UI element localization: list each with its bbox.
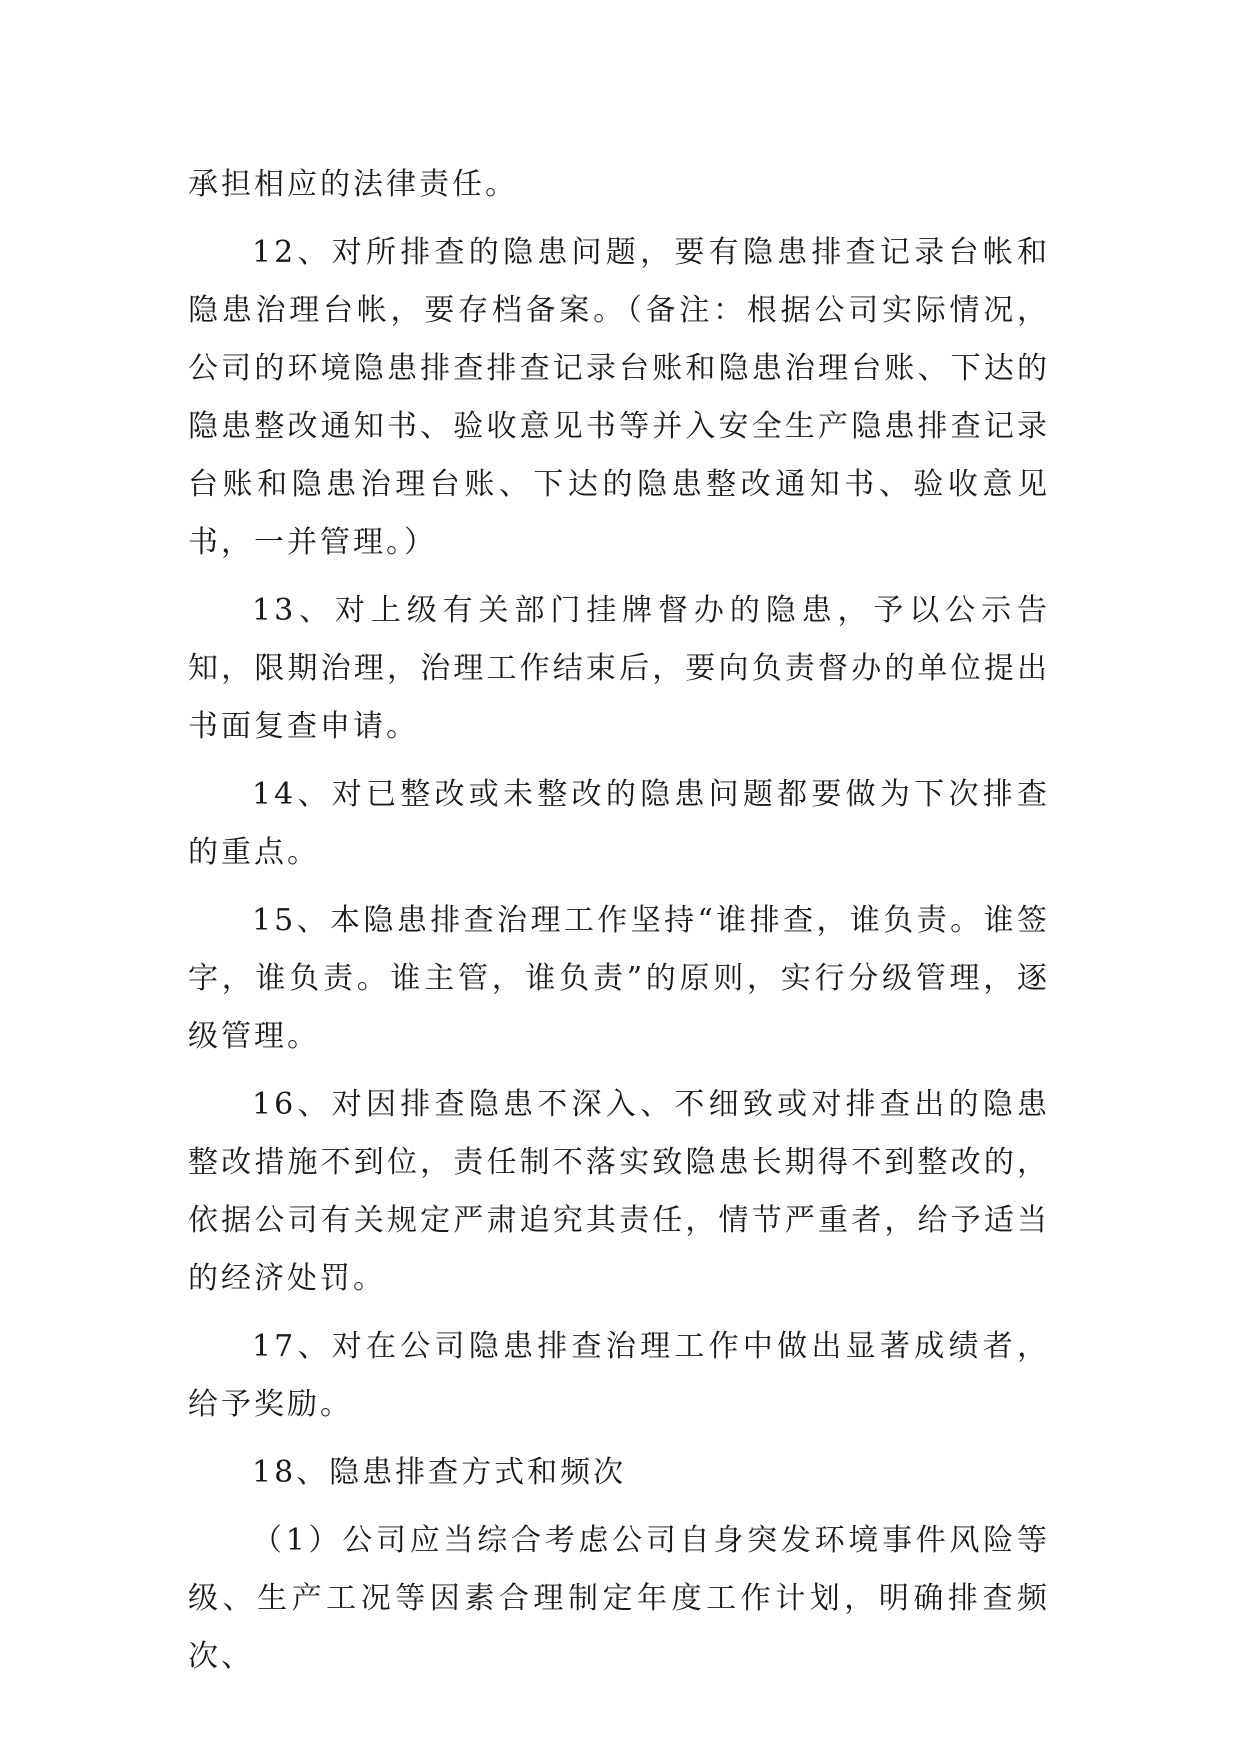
- paragraph-item-15: 15、本隐患排查治理工作坚持“谁排查，谁负责。谁签字，谁负责。谁主管，谁负责”的原则，实行分级管理，逐级管理。: [188, 903, 1050, 1054]
- paragraph-item-13: 13、对上级有关部门挂牌督办的隐患，予以公示告知，限期治理，治理工作结束后，要向负责督办的单位提出书面复查申请。: [188, 593, 1050, 744]
- paragraph-item-12: 12、对所排查的隐患问题，要有隐患排查记录台帐和隐患治理台帐，要存档备案。（备注：根据公司实际情况，公司的环境隐患排查排查记录台账和隐患治理台账、下达的隐患整改通知书、验收意见书等并入安全生产隐患排查记录台账和隐患治理台账、下达的隐患整改通知书、验收意见书，一并管理。）: [188, 235, 1050, 560]
- paragraph-item-17: 17、对在公司隐患排查治理工作中做出显著成绩者，给予奖励。: [188, 1329, 1050, 1422]
- paragraph-item-16: 16、对因排查隐患不深入、不细致或对排查出的隐患整改措施不到位，责任制不落实致隐患长期得不到整改的，依据公司有关规定严肃追究其责任，情节严重者，给予适当的经济处罚。: [188, 1087, 1050, 1296]
- paragraph-item-18: 18、隐患排查方式和频次: [252, 1455, 627, 1490]
- paragraph-item-18-1: （1）公司应当综合考虑公司自身突发环境事件风险等级、生产工况等因素合理制定年度工作计划，明确排查频次、: [188, 1523, 1050, 1674]
- paragraph-continuation: 承担相应的法律责任。: [188, 167, 518, 202]
- document-body: [188, 156, 1050, 1696]
- paragraph-item-14: 14、对已整改或未整改的隐患问题都要做为下次排查的重点。: [188, 777, 1050, 870]
